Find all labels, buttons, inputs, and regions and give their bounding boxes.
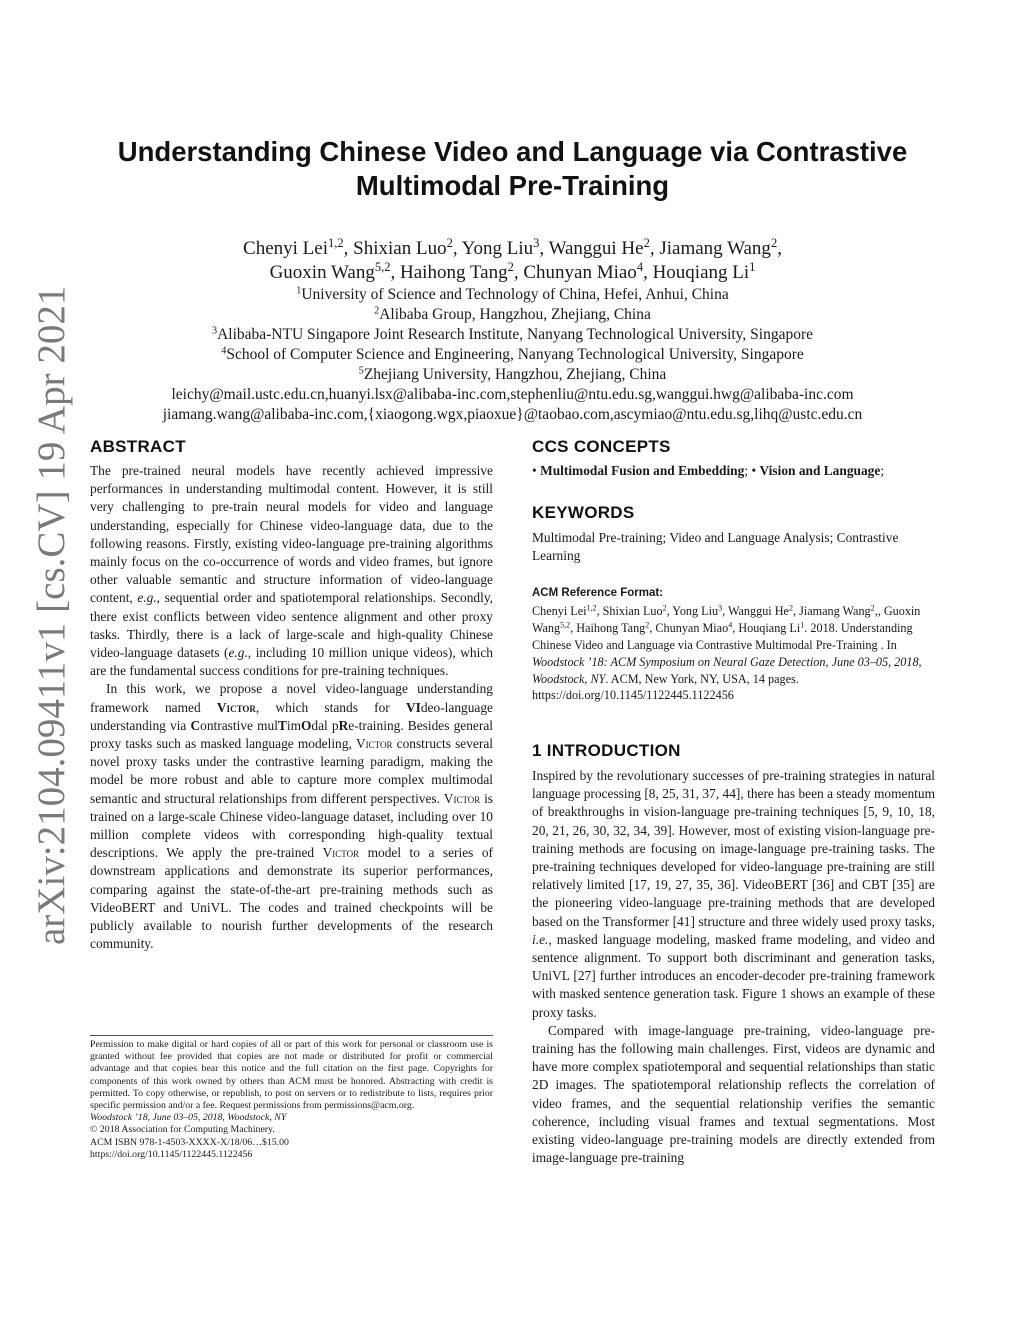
author-affil-sup: 2 (643, 236, 650, 251)
text-run: dal p (311, 717, 339, 733)
text-run: constructs several novel proxy tasks under the contrastive learning paradigm, making the model be more robust and able to capture more complex multimodal semantic and structural relationships from different perspectives. (90, 736, 493, 806)
author-line-2: Guoxin Wang$^{5,2}$, Haihong Tang$^2$, Chunyan Miao$^4$, Houqiang Li$^1$ (269, 260, 756, 283)
text-run: masked language modeling, masked frame modeling, and video and sentence alignment. To support both discriminant and generation tasks, UniVL [27] further introduces an encoder-decoder pre-training framework with masked sentence generation task. Figure 1 shows an example of these proxy tasks. (532, 931, 935, 1020)
author-name: Chenyi Lei (243, 238, 328, 259)
acronym-letter: T (277, 717, 287, 733)
ref-sup: 3 (718, 603, 723, 613)
affil-text: Alibaba Group, Hangzhou, Zhejiang, China (379, 306, 651, 323)
venue-italic: Woodstock ’18, June 03–05, 2018, Woodstock, NY (90, 1112, 287, 1124)
acronym-letter: C (190, 717, 201, 733)
text-run: ,, Guoxin Wang (532, 603, 921, 635)
author-affil-sup: 3 (533, 236, 540, 251)
text-run: im (286, 717, 301, 733)
author-line-1: Chenyi Lei$^{1,2}$, Shixian Luo$^2$, Yong Liu$^3$, Wanggui He$^2$, Jiamang Wang$^2$, (243, 236, 782, 259)
affiliation (90, 365, 935, 385)
abstract-heading: ABSTRACT (90, 437, 186, 456)
text-run: including 10 million unique videos), which are the fundamental success conditions for pre-training techniques. (90, 645, 493, 679)
text-run: . ACM, New York, NY, USA, 14 pages. https://doi.org/10.1145/1122445.1122456 (532, 671, 799, 703)
text-run: , which stands for (255, 699, 406, 715)
text-run: , Jiamang Wang (792, 603, 871, 618)
keywords-text: Multimodal Pre-training; Video and Language Analysis; Contrastive Learning (532, 530, 899, 563)
intro-paragraph-1 (532, 767, 935, 1022)
affiliation (90, 345, 935, 365)
introduction-body (532, 767, 935, 1167)
text-run: , Yong Liu (666, 603, 719, 618)
acm-reference (532, 585, 935, 704)
affil-sup: 4 (221, 345, 227, 357)
author-name: Jiamang Wang (659, 238, 771, 259)
text-run-italic: e.g., (228, 645, 252, 661)
author-name: Wanggui He (548, 238, 644, 259)
text-run: ontrastive mul (200, 717, 278, 733)
victor-name: Victor (322, 845, 360, 861)
introduction-heading: 1 INTRODUCTION (532, 741, 681, 760)
text-run: deo-language understanding via (90, 699, 493, 733)
permission-isbn: ACM ISBN 978-1-4503-XXXX-X/18/06…$15.00 (90, 1136, 289, 1148)
author-name: Houqiang Li (652, 262, 750, 283)
separator: ; (744, 463, 749, 478)
ref-sup: 1,2 (586, 603, 597, 613)
text-run: , Haihong Tang (570, 620, 646, 635)
ref-venue-italic: Woodstock ’18: ACM Symposium on Neural Gaze Detection, June 03–05, 2018, Woodstock, NY (532, 654, 922, 686)
affiliation (90, 325, 935, 345)
text-run-italic: e.g., (137, 590, 161, 606)
affiliation-list (90, 285, 935, 425)
permission-text: Permission to make digital or hard copies of all or part of this work for personal or classroom use is granted without fee provided that copies are not made or distributed for profit or commercial advantage and that copies bear this notice and the full citation on the first page. Copyrights for components of this work owned by others than ACM must be honored. Abstracting with credit is permitted. To copy otherwise, or republish, to post on servers or to redistribute to lists, requires prior specific permission and/or a fee. Request permissions from permissions@acm.org. (90, 1039, 493, 1112)
abstract-paragraph-1 (90, 462, 493, 680)
text-run: , Wanggui He (722, 603, 789, 618)
ref-sup: 2 (645, 620, 650, 630)
ccs-item: Vision and Language (759, 463, 881, 478)
affil-text: University of Science and Technology of China, Hefei, Anhui, China (301, 286, 729, 303)
author-name: Haihong Tang (400, 262, 508, 283)
affil-text: Zhejiang University, Hangzhou, Zhejiang, China (363, 366, 667, 383)
abstract-paragraph-2 (90, 680, 493, 953)
keywords-heading: KEYWORDS (532, 503, 635, 522)
author-name: Yong Liu (461, 238, 534, 259)
ref-sup: 2 (788, 603, 793, 613)
text-run: , Chunyan Miao (649, 620, 729, 635)
text-run: model to a series of downstream applications and demonstrate its superior performances, comparing against the state-of-the-art pre-training methods such as VideoBERT and UniVL. The codes and trained checkpoints will be publicly available to nourish further developments of the research community. (90, 845, 493, 952)
acronym-letter: O (301, 717, 312, 733)
text-run: is trained on a large-scale Chinese video-language dataset, including over 10 million complete videos with corresponding high-quality textual descriptions. We apply the pre-trained (90, 790, 494, 861)
bullet: • (532, 463, 537, 478)
text-run: In this work, we propose a novel video-language understanding framework named (90, 681, 493, 715)
affil-sup: 3 (211, 325, 218, 337)
email-line: jiamang.wang@alibaba-inc.com,{xiaogong.wgx,piaoxue}@taobao.com,ascymiao@ntu.edu.sg,lihq@ustc.edu.cn (162, 406, 863, 423)
author-name: Chunyan Miao (523, 262, 637, 283)
ref-sup: 5,2 (560, 620, 571, 630)
author-affil-sup: 2 (770, 236, 778, 251)
ref-sup: 2 (662, 603, 667, 613)
affiliation (90, 285, 935, 305)
text-run: . 2018. Understanding Chinese Video and Language via Contrastive Multimodal Pre-Training . In (532, 620, 913, 652)
title-line-1: Understanding Chinese Video and Language via Contrastive (117, 136, 908, 167)
title-line-2: Multimodal Pre-Training (355, 170, 670, 201)
text-run: Inspired by the revolutionary successes of pre-training strategies in natural language processing [8, 25, 31, 37, 44], there has been a steady momentum of breakthroughs in vision-language pre-training techniques [5, 9, 10, 18, 20, 21, 26, 30, 32, 34, 39]. However, most of existing vision-language pre-training methods are focusing on image-language pre-training tasks. The pre-training techniques developed for video-language pre-training are still relatively limited [17, 19, 27, 35, 36]. VideoBERT [36] and CBT [35] are the pioneering video-language pre-training methods that are developed based on the Transformer [41] structure and three widely used proxy tasks, (532, 768, 935, 929)
victor-name: Victor (355, 736, 393, 752)
victor-name: Victor (443, 790, 481, 806)
arxiv-watermark: arXiv:2104.09411v1 [cs.CV] 19 Apr 2021 (30, 285, 73, 945)
ccs-concepts (532, 463, 935, 479)
author-affil-sup: 2 (507, 260, 514, 275)
victor-name: Victor (216, 699, 256, 715)
text-run: , Houqiang Li (732, 620, 801, 635)
permission-doi: https://doi.org/10.1145/1122445.1122456 (90, 1148, 253, 1160)
author-affil-sup: 1,2 (328, 236, 344, 251)
author-affil-sup: 4 (636, 260, 644, 275)
text-run: Chenyi Lei (532, 603, 587, 618)
author-name: Guoxin Wang (269, 262, 375, 283)
affil-text: Alibaba-NTU Singapore Joint Research Institute, Nanyang Technological University, Singapore (217, 326, 814, 343)
permission-venue (90, 1112, 493, 1124)
text-run: sequential order and spatiotemporal relationships. Secondly, there exist conflicts between video sentence alignment and other proxy tasks. Thirdly, there is a lack of large-scale and high-quality Chinese video-language datasets ( (90, 590, 494, 661)
ref-sup: 1 (800, 620, 805, 630)
permission-copyright: © 2018 Association for Computing Machinery. (90, 1124, 275, 1136)
author-affil-sup: 1 (749, 260, 756, 275)
paper-title (90, 135, 935, 203)
ref-sup: 2 (870, 603, 875, 613)
acm-ref-label: ACM Reference Format: (532, 587, 663, 599)
affiliation (90, 305, 935, 325)
abstract-body (90, 462, 493, 953)
bullet: • (751, 463, 757, 478)
text-run-italic: i.e., (532, 931, 552, 947)
author-affil-sup: 2 (446, 236, 453, 251)
text-run: The pre-trained neural models have recently achieved impressive performances in understanding multimodal content. However, it is still very challenging to pre-train neural models for video and language understanding, especially for Chinese video-language data, due to the following reasons. Firstly, existing video-language pre-training algorithms mainly focus on the co-occurrence of words and video frames, but ignore other valuable semantic and structure information of video-language content, (90, 463, 493, 606)
ccs-item: Multimodal Fusion and Embedding (540, 463, 745, 478)
text-run: e-training. Besides general proxy tasks such as masked language modeling, (90, 717, 493, 752)
affil-sup: 2 (374, 305, 380, 317)
affil-text: School of Computer Science and Engineering, Nanyang Technological University, Singapore (226, 346, 804, 363)
author-affil-sup: 5,2 (374, 260, 391, 275)
intro-paragraph-2: Compared with image-language pre-training, video-language pre-training has the following main challenges. First, videos are dynamic and have more complex spatiotemporal and sequential relationships than static 2D images. The spatiotemporal relationship reflects the correlation of video frames, and the sequential relationship verifies the semantic coherence, including visual frames and textual segmentations. Most existing video-language pre-training models are directly extended from image-language pre-training (532, 1022, 935, 1166)
author-list (90, 237, 935, 285)
author-name: Shixian Luo (353, 238, 447, 259)
ccs-heading: CCS CONCEPTS (532, 437, 671, 456)
affil-sup: 1 (296, 285, 302, 297)
ref-sup: 4 (728, 620, 733, 630)
acronym-letter: VI (405, 699, 421, 715)
affil-sup: 5 (358, 365, 364, 377)
permission-notice (90, 1035, 493, 1161)
acronym-letter: R (338, 717, 349, 733)
email-line: leichy@mail.ustc.edu.cn,huanyi.lsx@alibaba-inc.com,stephenliu@ntu.edu.sg,wanggui.hwg@alibaba-inc.com (171, 386, 854, 403)
text-run: , Shixian Luo (596, 603, 663, 618)
separator: ; (880, 463, 885, 478)
